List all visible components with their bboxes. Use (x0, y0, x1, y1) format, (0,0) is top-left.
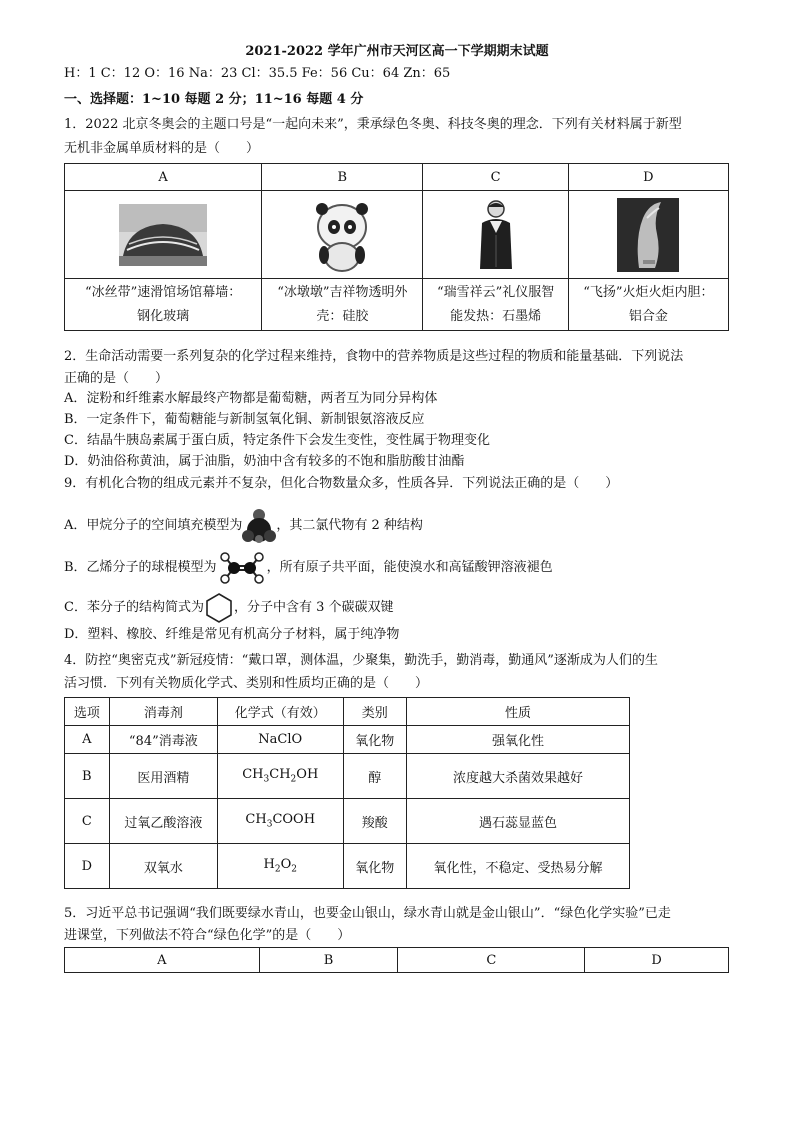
q4-row-b (65, 754, 630, 799)
q1-stem-line2: 无机非金属单质材料的是（ ） (64, 141, 260, 156)
q1-header-b: B (262, 164, 423, 191)
q5-stem-line2: 进课堂，下列做法不符合“绿色化学”的是（ ） (64, 928, 351, 943)
q1-caption-c-line2: 能发热：石墨烯 (450, 308, 542, 324)
formula-c-part2: COOH (272, 812, 316, 828)
q4-stem-line1: 4．防控“奥密克戎”新冠疫情：“戴口罩，测体温，少聚集，勤洗手，勤消毒，勤通风”逐渐成为人们的生 (64, 653, 658, 668)
q4-header-category: 类别 (343, 698, 406, 726)
q5-header-b: B (259, 948, 398, 973)
q4-row-c-disinfectant: 过氧乙酸溶液 (109, 799, 217, 844)
q4-header-option: 选项 (65, 698, 110, 726)
q1-image-c-cell (423, 191, 568, 279)
q4-row-c-option: C (65, 799, 110, 844)
q4-row-d-option: D (65, 844, 110, 889)
q9-stem: 9．有机化合物的组成元素并不复杂，但化合物数量众多，性质各异．下列说法正确的是（ ） (64, 476, 619, 491)
q1-caption-a-line2: 钢化玻璃 (137, 308, 190, 324)
q4-table (64, 697, 630, 889)
q1-stem-line1: 1．2022 北京冬奥会的主题口号是“一起向未来”，秉承绿色冬奥、科技冬奥的理念．下列有关材料属于新型 (64, 117, 682, 132)
q1-image-a-cell (65, 191, 262, 279)
q5-header-c: C (398, 948, 585, 973)
q4-header-formula: 化学式（有效） (218, 698, 344, 726)
q2-option-d: D．奶油俗称黄油，属于油脂，奶油中含有较多的不饱和脂肪酸甘油酯 (64, 454, 465, 469)
q1-caption-d-line1: “飞扬”火炬火炬内胆： (583, 284, 714, 300)
q2-option-c: C．结晶牛胰岛素属于蛋白质，特定条件下会发生变性，变性属于物理变化 (64, 433, 490, 448)
q1-caption-b-line1: “冰墩墩”吉祥物透明外 (277, 284, 408, 300)
q2-option-b: B．一定条件下，葡萄糖能与新制氢氧化铜、新制银氨溶液反应 (64, 412, 425, 427)
q9-option-c-post: ，分子中含有 3 个碳碳双键 (233, 600, 394, 615)
q4-row-a-formula: NaClO (218, 726, 344, 754)
q4-header-disinfectant: 消毒剂 (109, 698, 217, 726)
formula-d-sub1: 2 (274, 864, 281, 875)
formula-c-part1: CH (245, 812, 267, 828)
formula-b-sub1: 3 (263, 774, 270, 785)
ethylene-ball-and-stick-icon (217, 551, 267, 585)
section-heading: 一、选择题：1~10 每题 2 分；11~16 每题 4 分 (64, 92, 364, 107)
q1-caption-c-line1: “瑞雪祥云”礼仪服智 (436, 284, 555, 300)
q4-row-a-option: A (65, 726, 110, 754)
q2-option-a: A．淀粉和纤维素水解最终产物都是葡萄糖，两者互为同分异构体 (64, 391, 438, 406)
q5-header-a: A (65, 948, 260, 973)
q4-row-d-category: 氧化物 (343, 844, 406, 889)
q1-header-a: A (65, 164, 262, 191)
q9-option-b-post: ，所有原子共平面，能使溴水和高锰酸钾溶液褪色 (266, 560, 553, 575)
q1-table (64, 163, 729, 331)
q9-option-d: D．塑料、橡胶、纤维是常见有机高分子材料，属于纯净物 (64, 627, 400, 642)
q9-option-a-post: ，其二氯代物有 2 种结构 (276, 518, 423, 533)
q4-header-property: 性质 (406, 698, 629, 726)
formula-d-part2: O (280, 857, 292, 873)
formula-d-sub2: 2 (291, 864, 297, 875)
q4-row-b-formula (218, 754, 344, 799)
q1-caption-b-line2: 壳：硅胶 (316, 308, 369, 324)
q5-table (64, 947, 729, 973)
q4-row-b-disinfectant: 医用酒精 (109, 754, 217, 799)
q4-stem-line2: 活习惯．下列有关物质化学式、类别和性质均正确的是（ ） (64, 676, 429, 691)
q1-caption-a (65, 279, 262, 331)
formula-c-sub1: 3 (266, 819, 273, 830)
formula-b-sub2: 2 (290, 774, 297, 785)
q4-row-d-disinfectant: 双氧水 (109, 844, 217, 889)
q4-row-b-property: 浓度越大杀菌效果越好 (406, 754, 629, 799)
q1-image-b-cell (262, 191, 423, 279)
q1-image-d-cell (568, 191, 728, 279)
q4-row-d-formula (218, 844, 344, 889)
speed-skating-oval-photo (119, 204, 207, 266)
q1-caption-a-line1: “冰丝带”速滑馆场馆幕墙： (84, 284, 242, 300)
q5-header-d: D (585, 948, 729, 973)
torch-photo (617, 198, 679, 272)
q4-row-a (65, 726, 630, 754)
formula-b-part3: OH (296, 767, 319, 783)
q9-option-a (64, 506, 736, 546)
q1-caption-c (423, 279, 568, 331)
q1-header-d: D (568, 164, 728, 191)
q1-header-c: C (423, 164, 568, 191)
formula-d-part1: H (263, 857, 275, 873)
q4-row-c-property: 遇石蕊显蓝色 (406, 799, 629, 844)
q4-row-c-formula (218, 799, 344, 844)
q4-row-b-option: B (65, 754, 110, 799)
q4-row-c-category: 羧酸 (343, 799, 406, 844)
q4-row-a-category: 氧化物 (343, 726, 406, 754)
q4-row-a-disinfectant: “84”消毒液 (109, 726, 217, 754)
q1-caption-b (262, 279, 423, 331)
atomic-masses: H：1 C：12 O：16 Na：23 Cl：35.5 Fe：56 Cu：64 Zn：65 (64, 66, 451, 81)
q9-option-c-pre: C．苯分子的结构简式为 (64, 600, 204, 615)
q4-row-c (65, 799, 630, 844)
methane-space-filling-icon (242, 508, 276, 544)
q4-row-b-category: 醇 (343, 754, 406, 799)
q1-caption-d (568, 279, 728, 331)
q9-option-b (64, 548, 736, 588)
q5-stem-line1: 5．习近平总书记强调“我们既要绿水青山，也要金山银山，绿水青山就是金山银山”．“绿色化学实验”已走 (64, 906, 671, 921)
bing-dwen-dwen-photo (312, 197, 372, 273)
ceremony-uniform-photo (476, 199, 516, 271)
benzene-ring-icon (204, 592, 234, 624)
q2-stem-line1: 2．生命活动需要一系列复杂的化学过程来维持，食物中的营养物质是这些过程的物质和能量基础．下列说法 (64, 349, 684, 364)
q4-row-a-property: 强氧化性 (406, 726, 629, 754)
page-title: 2021-2022 学年广州市天河区高一下学期期末试题 (245, 44, 549, 59)
q2-stem-line2: 正确的是（ ） (64, 371, 169, 386)
q4-row-d-property: 氧化性，不稳定、受热易分解 (406, 844, 629, 889)
formula-b-part1: CH (242, 767, 264, 783)
q4-row-d (65, 844, 630, 889)
q9-option-a-pre: A．甲烷分子的空间填充模型为 (64, 518, 243, 533)
q9-option-b-pre: B．乙烯分子的球棍模型为 (64, 560, 217, 575)
formula-b-part2: CH (269, 767, 291, 783)
q1-caption-d-line2: 铝合金 (628, 308, 668, 324)
q9-option-c (64, 590, 736, 626)
